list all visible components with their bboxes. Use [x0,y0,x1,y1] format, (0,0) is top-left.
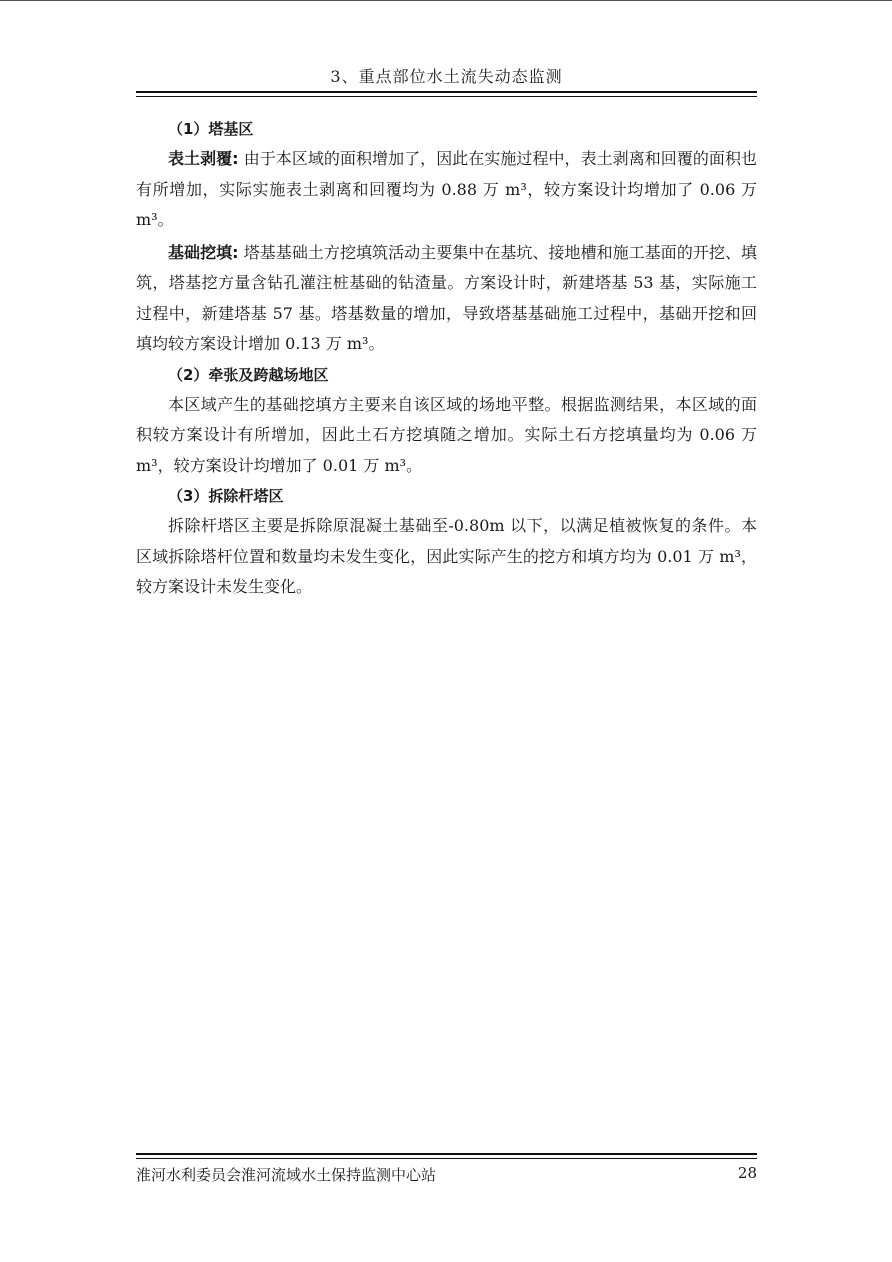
page-number: 28 [737,1164,757,1182]
paragraph [136,390,757,482]
paragraph [136,238,757,360]
paragraph-text: 塔基基础土方挖填筑活动主要集中在基坑、接地槽和施工基面的开挖、填筑，塔基挖方量含钻孔灌注桩基础的钻渣量。方案设计时，新建塔基 53 基，实际施工过程中，新建塔基 57 基。塔基数量的增加，导致塔基基础施工过程中，基础开挖和回填均较方案设计增加 0.13 万 m³。 [136,242,757,353]
section-heading: （2）牵张及跨越场地区 [168,365,329,384]
paragraph-text: 由于本区域的面积增加了，因此在实施过程中，表土剥离和回覆的面积也有所增加，实际实施表土剥离和回覆均为 0.88 万 m³，较方案设计均增加了 0.06 万 m³。 [136,149,757,229]
footer-divider [136,1153,757,1159]
page-footer [136,1164,757,1185]
section-heading: （1）塔基区 [168,120,254,138]
page-border [0,0,892,1]
footer-organization: 淮河水利委员会淮河流域水土保持监测中心站 [136,1166,437,1184]
paragraph-lead: 表土剥覆: [168,149,239,168]
paragraph-text: 拆除杆塔区主要是拆除原混凝土基础至-0.80m 以下，以满足植被恢复的条件。本区域拆除塔杆位置和数量均未发生变化，因此实际产生的挖方和填方均为 0.01 万 m³，较方案设计未发生变化。 [136,516,757,596]
paragraph-text: 本区域产生的基础挖填方主要来自该区域的场地平整。根据监测结果，本区域的面积较方案设计有所增加，因此土石方挖填随之增加。实际土石方挖填量均为 0.06 万 m³，较方案设计均增加了 0.01 万 m³。 [136,394,757,475]
header-divider [136,91,757,97]
document-body [136,114,757,603]
page-header-title: 3、重点部位水土流失动态监测 [330,67,563,86]
paragraph [136,511,757,603]
section-heading: （3）拆除杆塔区 [168,487,284,505]
paragraph-lead: 基础挖填: [168,242,239,262]
paragraph [136,144,757,236]
